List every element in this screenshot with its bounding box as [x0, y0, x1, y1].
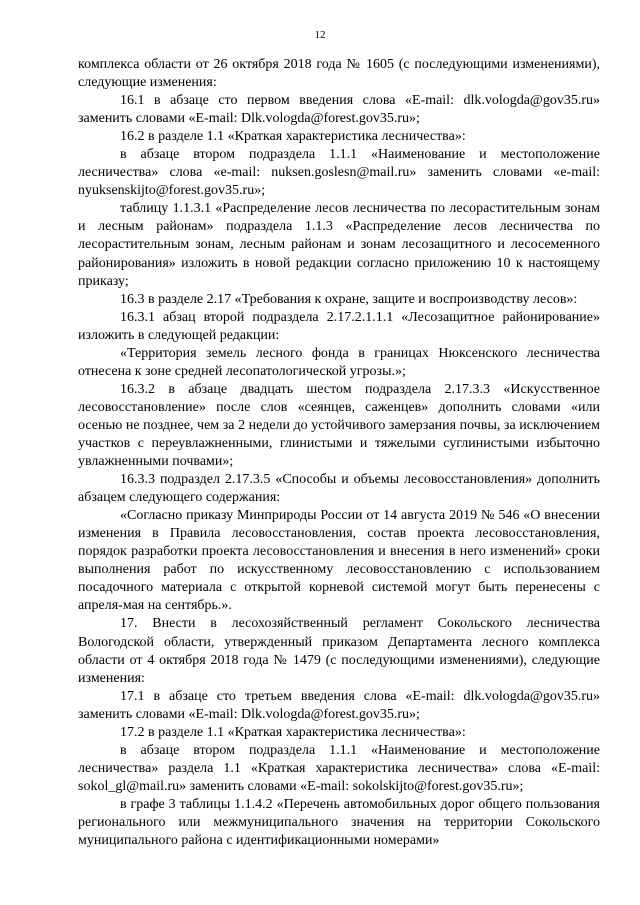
paragraph: 16.3.2 в абзаце двадцать шестом подраздела 2.17.3.3 «Искусственное лесовосстановление» после слов «сеянцев, саженцев» дополнить словами «или осенью не позднее, чем за 2 недели до устойчивого замерзания почвы, за исключением участков с переувлажненными, глинистыми и тяжелыми суглинистыми избыточно увлажненными почвами»;	[78, 381, 600, 470]
paragraph: комплекса области от 26 октября 2018 года № 1605 (с последующими изменениями), следующие изменения:	[78, 57, 600, 91]
paragraph: 16.3 в разделе 2.17 «Требования к охране, защите и воспроизводству лесов»:	[120, 291, 578, 307]
paragraph: таблицу 1.1.3.1 «Распределение лесов лесничества по лесорастительным зонам и лесным районам» подраздела 1.1.3 «Распределение лесов лесничества по лесорастительным зонам, лесным районам и зонам лесозащитного и лесосеменного районирования» изложить в новой редакции согласно приложению 10 к настоящему приказу;	[78, 201, 600, 289]
document-body	[78, 56, 600, 850]
paragraph: 16.3.3 подраздел 2.17.3.5 «Способы и объемы лесовосстановления» дополнить абзацем следующего содержания:	[78, 472, 600, 506]
page-number: 12	[314, 29, 326, 41]
paragraph: 16.3.1 абзац второй подраздела 2.17.2.1.1.1 «Лесозащитное районирование» изложить в следующей редакции:	[78, 309, 600, 343]
paragraph: 17.1 в абзаце сто третьем введения слова «E-mail: dlk.vologda@gov35.ru» заменить словами «E-mail: Dlk.vologda@forest.gov35.ru»;	[78, 688, 600, 722]
paragraph: «Территория земель лесного фонда в границах Нюксенского лесничества отнесена к зоне средней лесопатологической угрозы.»;	[78, 345, 600, 379]
paragraph: в графе 3 таблицы 1.1.4.2 «Перечень автомобильных дорог общего пользования регионального или межмуниципального значения на территории Сокольского муниципального района с идентификационными номерами»	[78, 796, 600, 849]
paragraph: в абзаце втором подраздела 1.1.1 «Наименование и местоположение лесничества» раздела 1.1 «Краткая характеристика лесничества» слова «E-mail: sokol_gl@mail.ru» заменить словами «E-mail: sokolskijto@forest.gov35.ru»;	[78, 742, 600, 794]
paragraph: 16.2 в разделе 1.1 «Краткая характеристика лесничества»:	[120, 129, 466, 145]
paragraph: в абзаце втором подраздела 1.1.1 «Наименование и местоположение лесничества» слова «e-mail: nuksen.goslesn@mail.ru» заменить словами «e-mail: nyuksenskijto@forest.gov35.ru»;	[78, 147, 600, 199]
paragraph: «Согласно приказу Минприроды России от 14 августа 2019 № 546 «О внесении изменения в Правила лесовосстановления, состав проекта лесовосстановления, порядок разработки проекта лесовосстановления и внесения в него изменений» сроки выполнения работ по искусственному лесовосстановлению с использованием посадочного материала с открытой корневой системой могут быть перенесены с апреля-мая на сентябрь.».	[78, 508, 600, 614]
paragraph: 17. Внести в лесохозяйственный регламент Сокольского лесничества Вологодской области, утвержденный приказом Департамента лесного комплекса области от 4 октября 2018 года № 1479 (с последующими изменениями), следующие изменения:	[78, 616, 600, 686]
paragraph: 16.1 в абзаце сто первом введения слова «E-mail: dlk.vologda@gov35.ru» заменить словами «E-mail: Dlk.vologda@forest.gov35.ru»;	[78, 93, 600, 127]
paragraph: 17.2 в разделе 1.1 «Краткая характеристика лесничества»:	[120, 724, 466, 740]
